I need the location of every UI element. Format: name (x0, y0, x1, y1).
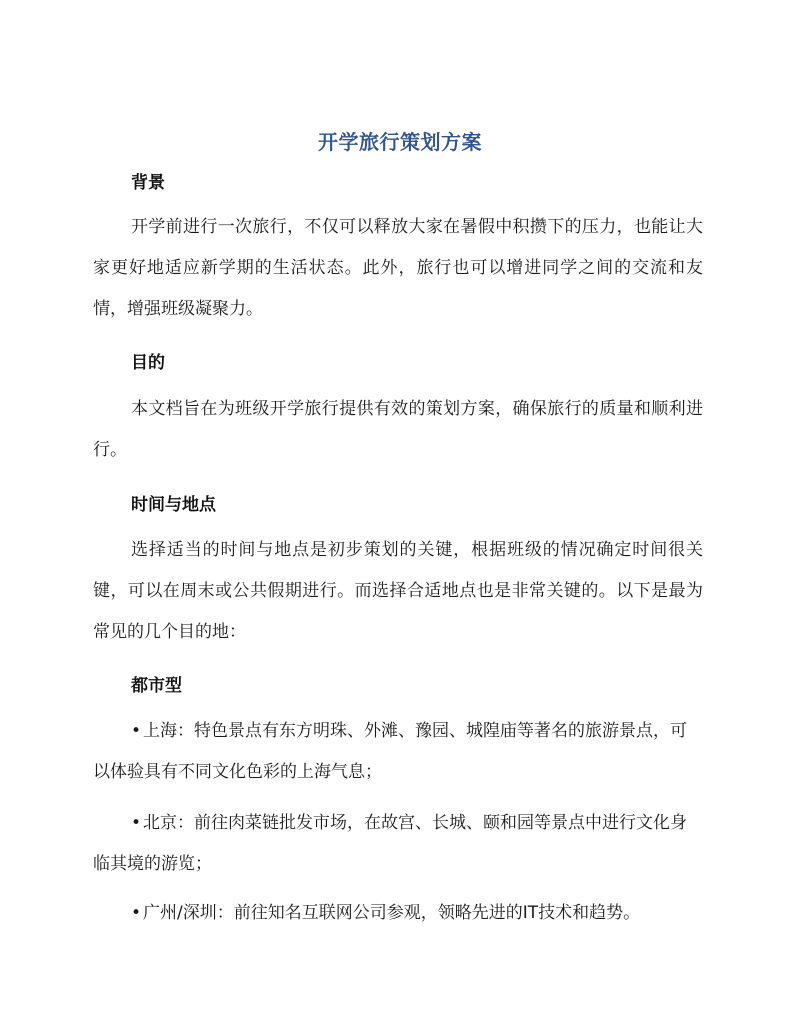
list-item (93, 893, 703, 934)
paragraph-time-place: 选择适当的时间与地点是初步策划的关键，根据班级的情况确定时间很关键，可以在周末或公共假期进行。而选择合适地点也是非常关键的。以下是最为常见的几个目的地： (93, 540, 703, 642)
list-item (93, 711, 703, 793)
section-heading-time-place: 时间与地点 (131, 495, 216, 515)
paragraph-background: 开学前进行一次旅行，不仅可以释放大家在暑假中积攒下的压力，也能让大家更好地适应新学期的生活状态。此外，旅行也可以增进同学之间的交流和友情，增强班级凝聚力。 (93, 217, 703, 319)
section-heading-background: 背景 (131, 173, 165, 193)
list-item-text: 上海：特色景点有东方明珠、外滩、豫园、城隍庙等著名的旅游景点，可以体验具有不同文化色彩的上海气息； (93, 721, 688, 782)
bullet-icon: • (131, 903, 142, 923)
section-heading-purpose: 目的 (131, 353, 165, 373)
list-item (93, 803, 703, 885)
bullet-icon: • (131, 721, 142, 741)
bullet-icon: • (131, 813, 142, 833)
paragraph-purpose: 本文档旨在为班级开学旅行提供有效的策划方案，确保旅行的质量和顺利进行。 (93, 399, 703, 460)
list-item-text: 北京：前往肉菜链批发市场，在故宫、长城、颐和园等景点中进行文化身临其境的游览； (93, 813, 688, 874)
list-item-text: 广州/深圳：前往知名互联网公司参观，领略先进的IT技术和趋势。 (143, 903, 641, 923)
section-heading-urban: 都市型 (131, 676, 182, 696)
document-title: 开学旅行策划方案 (318, 130, 482, 154)
